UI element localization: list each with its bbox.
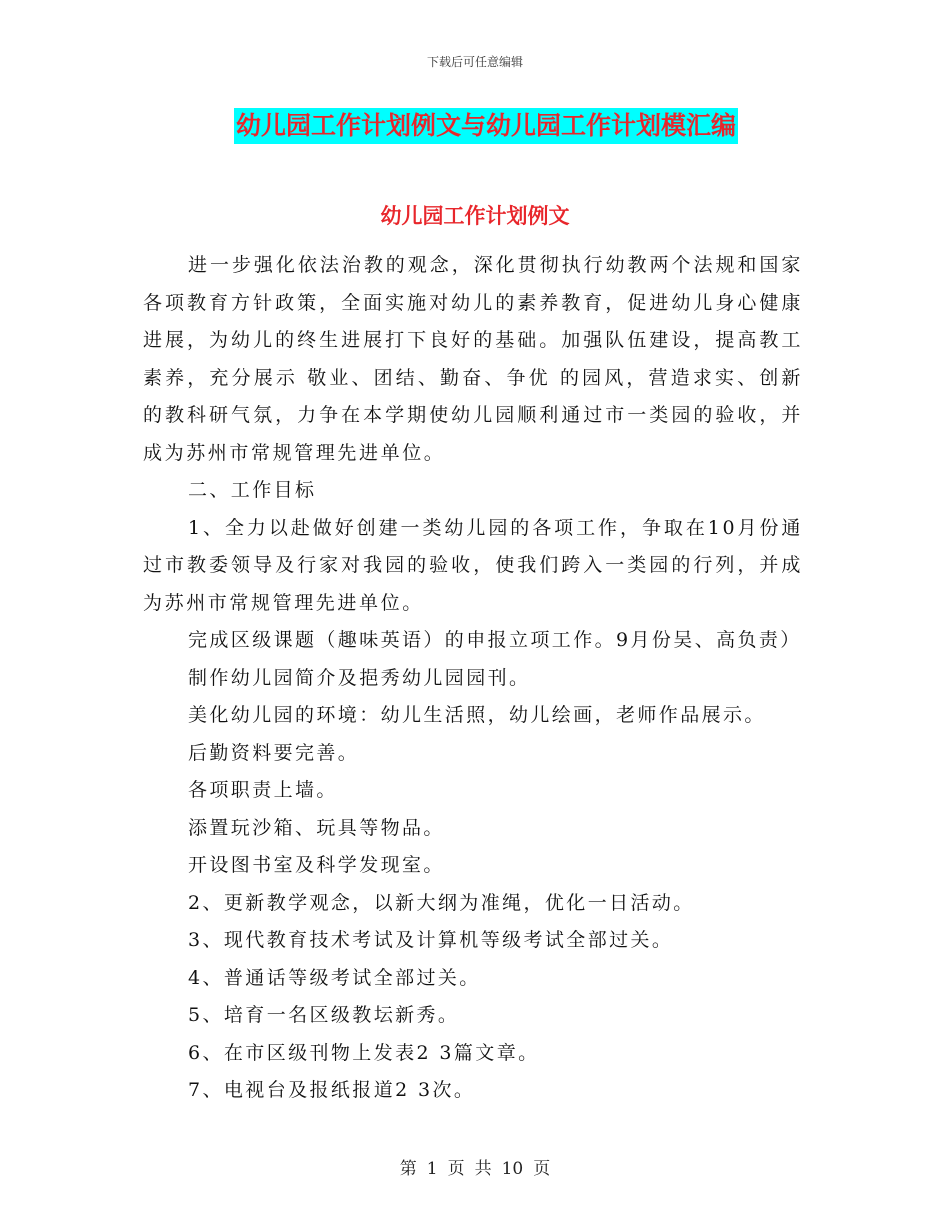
page-footer (0, 1154, 950, 1179)
header-note: 下载后可任意编辑 (426, 55, 523, 69)
list-item: 6、在市区级刊物上发表2 3篇文章。 (188, 1041, 540, 1064)
list-item: 4、普通话等级考试全部过关。 (188, 966, 481, 989)
footer-label: 第 (399, 1159, 417, 1179)
footer-label: 共 (474, 1159, 492, 1179)
document-title: 幼儿园工作计划例文与幼儿园工作计划模汇编 (234, 108, 738, 144)
document-body (143, 247, 803, 1110)
list-item: 开设图书室及科学发现室。 (188, 854, 445, 876)
list-item: 各项职责上墙。 (188, 779, 338, 801)
list-item: 美化幼儿园的环境：幼儿生活照，幼儿绘画，老师作品展示。 (188, 704, 766, 726)
footer-label: 页 (533, 1159, 551, 1179)
list-item: 后勤资料要完善。 (188, 741, 360, 764)
list-item: 5、培育一名区级教坛新秀。 (188, 1004, 460, 1026)
list-item: 3、现代教育技术考试及计算机等级考试全部过关。 (188, 929, 674, 951)
list-item: 完成区级课题（趣味英语）的申报立项工作。9月份吴、高负责） (188, 629, 802, 651)
list-item: 添置玩沙箱、玩具等物品。 (188, 816, 445, 839)
current-page-number: 1 (426, 1159, 438, 1179)
goal-1-paragraph: 1、全力以赴做好创建一类幼儿园的各项工作，争取在10月份通过市教委领导及行家对我园的验收，使我们跨入一类园的行列，并成为苏州市常规管理先进单位。 (143, 516, 803, 614)
list-item: 制作幼儿园简介及挹秀幼儿园园刊。 (188, 666, 531, 689)
section-title: 幼儿园工作计划例文 (380, 204, 570, 228)
intro-paragraph: 进一步强化依法治教的观念，深化贯彻执行幼教两个法规和国家各项教育方针政策，全面实施对幼儿的素养教育，促进幼儿身心健康进展，为幼儿的终生进展打下良好的基础。加强队伍建设，提高教工素养，充分展示 敬业、团结、勤奋、争优 的园风，营造求实、创新的教科研气氛，力争在本学期使幼儿园顺利通过市一类园的验收，并成为苏州市常规管理先进单位。 (143, 254, 803, 464)
total-pages-number: 10 (501, 1159, 524, 1179)
list-item: 2、更新教学观念，以新大纲为准绳，优化一日活动。 (188, 891, 695, 914)
goals-heading: 二、工作目标 (188, 479, 317, 501)
list-item: 7、电视台及报纸报道2 3次。 (188, 1079, 476, 1101)
footer-label: 页 (447, 1159, 465, 1179)
